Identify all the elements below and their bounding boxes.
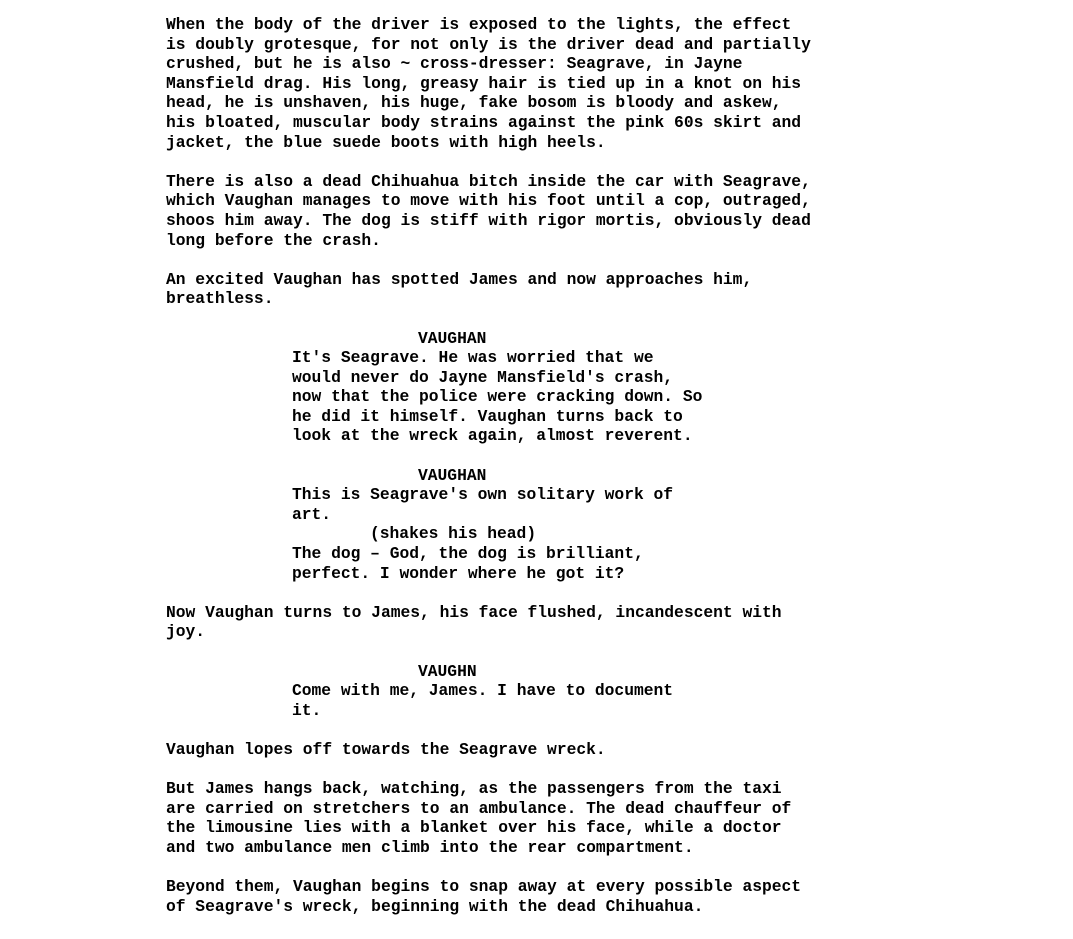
action-line: There is also a dead Chihuahua bitch inside the car with Seagrave, [166, 171, 811, 191]
action-line: his bloated, muscular body strains against the pink 60s skirt and [166, 112, 802, 132]
dialogue-line: now that the police were cracking down. So [292, 387, 703, 407]
action-line: the limousine lies with a blanket over his face, while a doctor [166, 818, 782, 838]
action-line: An excited Vaughan has spotted James and now approaches him, [166, 269, 753, 289]
action-line: head, he is unshaven, his huge, fake bosom is bloody and askew, [166, 93, 782, 113]
character-name: VAUGHN [418, 661, 477, 681]
parenthetical-block [166, 524, 886, 544]
action-line: which Vaughan manages to move with his foot until a cop, outraged, [166, 191, 811, 211]
blank-line [166, 152, 886, 172]
action-block [166, 877, 886, 916]
dialogue-line: would never do Jayne Mansfield's crash, [292, 367, 674, 387]
action-block [166, 172, 886, 250]
blank-line [166, 642, 886, 662]
action-line: long before the crash. [166, 230, 381, 250]
character-block [166, 329, 886, 349]
action-line: breathless. [166, 289, 274, 309]
dialogue-line: The dog – God, the dog is brilliant, [292, 544, 644, 564]
action-line: But James hangs back, watching, as the passengers from the taxi [166, 779, 782, 799]
character-block [166, 662, 886, 682]
action-block [166, 603, 886, 642]
screenplay-page [166, 15, 886, 916]
action-block [166, 779, 886, 857]
blank-line [166, 250, 886, 270]
parenthetical-line: (shakes his head) [370, 524, 537, 544]
blank-line [166, 760, 886, 780]
character-block [166, 466, 886, 486]
action-line: are carried on stretchers to an ambulance. The dead chauffeur of [166, 798, 792, 818]
character-name: VAUGHAN [418, 328, 487, 348]
blank-line [166, 446, 886, 466]
dialogue-block [166, 485, 886, 524]
action-line: Now Vaughan turns to James, his face flushed, incandescent with [166, 602, 782, 622]
dialogue-block [166, 544, 886, 583]
action-line: of Seagrave's wreck, beginning with the dead Chihuahua. [166, 896, 704, 916]
blank-line [166, 309, 886, 329]
action-line: Mansfield drag. His long, greasy hair is tied up in a knot on his [166, 73, 802, 93]
dialogue-line: look at the wreck again, almost reverent. [292, 426, 693, 446]
dialogue-block [166, 681, 886, 720]
dialogue-line: Come with me, James. I have to document [292, 681, 674, 701]
character-name: VAUGHAN [418, 465, 487, 485]
action-line: Vaughan lopes off towards the Seagrave wreck. [166, 739, 606, 759]
dialogue-line: perfect. I wonder where he got it? [292, 563, 625, 583]
blank-line [166, 858, 886, 878]
action-line: jacket, the blue suede boots with high heels. [166, 132, 606, 152]
action-block [166, 270, 886, 309]
action-line: is doubly grotesque, for not only is the driver dead and partially [166, 34, 811, 54]
action-line: crushed, but he is also ~ cross-dresser: Seagrave, in Jayne [166, 54, 743, 74]
action-line: and two ambulance men climb into the rear compartment. [166, 837, 694, 857]
dialogue-line: he did it himself. Vaughan turns back to [292, 406, 683, 426]
blank-line [166, 583, 886, 603]
action-line: joy. [166, 622, 206, 642]
dialogue-line: It's Seagrave. He was worried that we [292, 348, 654, 368]
action-block [166, 15, 886, 152]
action-line: shoos him away. The dog is stiff with rigor mortis, obviously dead [166, 210, 811, 230]
action-line: When the body of the driver is exposed to the lights, the effect [166, 15, 792, 34]
action-line: Beyond them, Vaughan begins to snap away at every possible aspect [166, 877, 802, 897]
action-block [166, 740, 886, 760]
blank-line [166, 720, 886, 740]
dialogue-block [166, 348, 886, 446]
dialogue-line: This is Seagrave's own solitary work of [292, 485, 674, 505]
dialogue-line: art. [292, 504, 332, 524]
dialogue-line: it. [292, 700, 322, 720]
